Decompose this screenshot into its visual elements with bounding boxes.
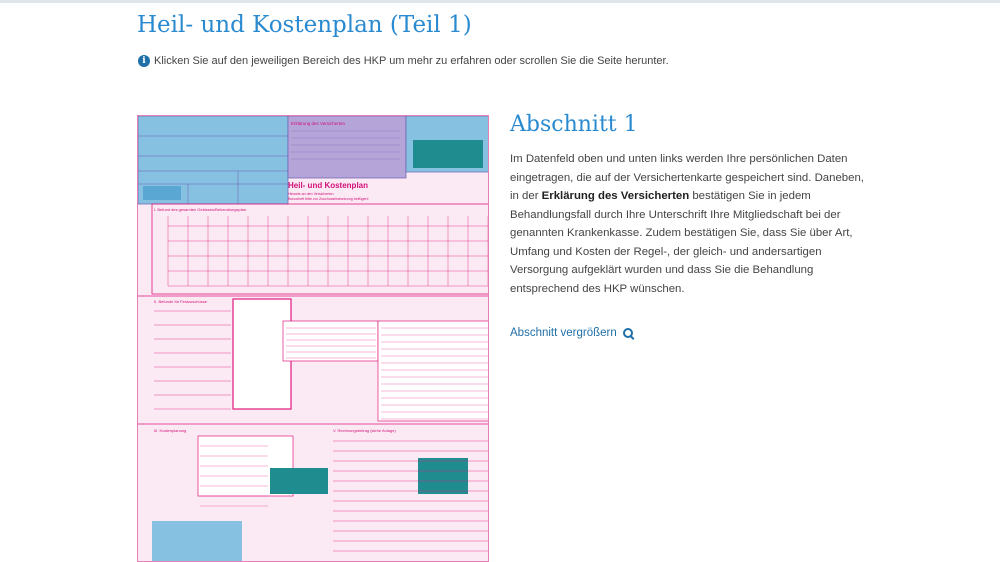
info-icon: i [138, 55, 150, 67]
findings-grid[interactable] [152, 204, 489, 294]
top-border [0, 0, 1000, 3]
form-heading: Heil- und Kostenplan [288, 181, 368, 190]
section-description [510, 150, 865, 298]
section-iii-label: III. Kostenplanung [154, 428, 187, 433]
section-ii-label: II. Befunde für Festzuschüsse [154, 299, 207, 304]
enlarge-section-label: Abschnitt vergrößern [510, 327, 617, 339]
section-title: Abschnitt 1 [510, 112, 638, 137]
section-text-bold: Erklärung des Versicherten [541, 190, 690, 202]
enlarge-section-link[interactable] [510, 327, 634, 339]
hkp-form-drawing [138, 116, 489, 562]
search-icon [623, 328, 634, 339]
info-hint-text: Klicken Sie auf den jeweiligen Bereich des HKP um mehr zu erfahren oder scrollen Sie die Seite herunter. [154, 55, 669, 67]
section-text-part-2: bestätigen Sie in jedem Behandlungsfall durch Ihre Unterschrift Ihre Mitgliedschaft bei der genannten Krankenkasse. Zudem bestätigen Sie, dass Sie über Art, Umfang und Kosten der Regel-, der gleich- und andersartigen Versorgung aufgeklärt wurden und dass Sie die Behandlung entsprechend des HKP wünschen. [510, 190, 853, 295]
section-text-part-1: Im Datenfeld oben und unten links werden Ihre persönlichen Daten eingetragen, die auf der Versichertenkarte gespeichert sind. Daneben, in der [510, 153, 864, 202]
page-title: Heil- und Kostenplan (Teil 1) [137, 12, 472, 38]
insured-declaration-label: Erklärung des Versicherten [291, 121, 346, 126]
form-subheading-1: Hinweis an den Versicherten [288, 192, 334, 196]
section-iv-label: V. Rechnungsbetrag (siehe Anlage) [333, 428, 396, 433]
insurance-data-area-bottom[interactable] [152, 521, 242, 562]
hkp-form-image[interactable] [137, 115, 489, 562]
form-subheading-2: Bonusheft bitte zur Zuschussfestsetzung beifügen! [288, 197, 369, 201]
findings-grid-lines [168, 216, 488, 286]
info-hint [138, 55, 669, 67]
section-i-label: I. Befund des gesamten Gebisses/Behandlungsplan [154, 207, 247, 212]
